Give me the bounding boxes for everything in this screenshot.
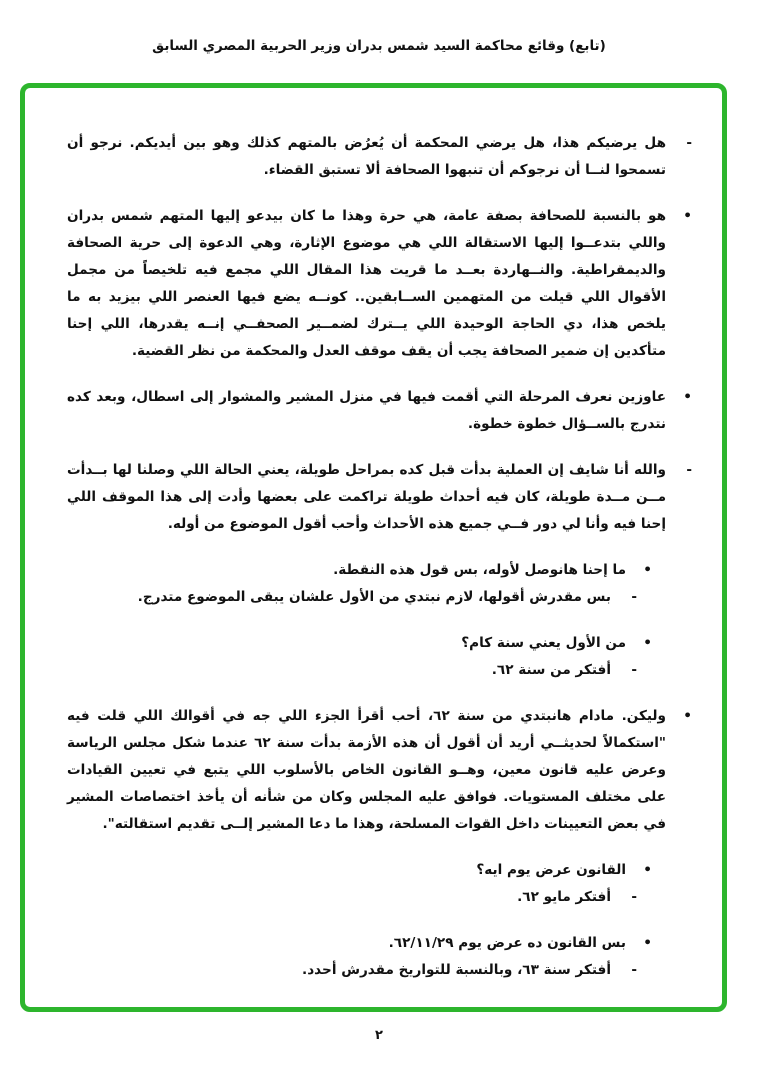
dialogue-item	[67, 584, 637, 611]
dialogue-text: القانون عرض يوم ايه؟	[476, 862, 626, 878]
bullet-marker: •	[643, 562, 652, 578]
dialogue-text: أفتكر سنة ٦٣، وبالنسبة للتواريخ مقدرش أحدد.	[302, 962, 611, 978]
dialogue-item	[67, 457, 692, 538]
dialogue-text: والله أنا شايف إن العملية بدأت قبل كده بمراحل طويلة، يعني الحالة اللي وصلنا لها بــدأت مــن مــدة طويلة، كان فيه أحداث طويلة تراكمت على بعضها وأدت إلى هذا الموقف اللي إحنا فيه وأنا لي دور فــي جميع هذه الأحداث وأحب أقول الموضوع من أوله.	[67, 462, 666, 532]
dialogue-item	[67, 857, 652, 884]
dialogue-item	[67, 203, 692, 365]
dialogue-text: عاوزين نعرف المرحلة التي أقمت فيها في منزل المشير والمشوار إلى اسطال، وبعد كده نتدرج بالســؤال خطوة خطوة.	[67, 389, 666, 432]
dialogue-text: وليكن. مادام هانبتدي من سنة ٦٢، أحب أقرأ الجزء اللي جه في أقوالك اللي قلت فيه "استكمالاً لحديثــي أريد أن أقول أن هذه الأزمة بدأت سنة ٦٢ عندما شكل مجلس الرياسة وعرض عليه قانون معين، وهــو القانون الخاص بالأسلوب اللي يتبع في تعيين القيادات على مختلف المستويات. فوافق عليه المجلس وكان من شأنه أن يأخذ اختصاصات المشير في بعض التعيينات داخل القوات المسلحة، وهذا ما دعا المشير إلــى تقديم استقالته".	[67, 708, 666, 832]
dialogue-text: هو بالنسبة للصحافة بصفة عامة، هي حرة وهذا ما كان بيدعو إليها المتهم شمس بدران واللي بتدعــوا إليها الاستقالة اللي هي موضوع الإثارة، وهي الدعوة إلى حرية الصحافة والديمقراطية. والنــهاردة بعــد ما قريت هذا المقال اللي مجمع فيه تلخيصاً من مجمل الأقوال اللي قيلت من المتهمين الســابقين.. كونــه يضع فيها العنصر اللي بيزيد به ما يلخص هذا، دي الحاجة الوحيدة اللي يــترك لضمــير الصحفــي إنــه يقدرها، اللي إحنا متأكدين إن ضمير الصحافة يجب أن يقف موقف العدل والمحكمة من نظر القضية.	[67, 208, 666, 359]
dash-marker: -	[686, 135, 692, 151]
dialogue-item	[67, 557, 652, 584]
dialogue-text: أفتكر من سنة ٦٢.	[491, 662, 611, 678]
bullet-marker: •	[643, 635, 652, 651]
dialogue-text: بس مقدرش أقولها، لازم نبتدي من الأول علشان يبقى الموضوع متدرج.	[137, 589, 611, 605]
dash-marker: -	[631, 962, 637, 978]
dash-marker: -	[631, 662, 637, 678]
bullet-marker: •	[683, 708, 692, 724]
dash-marker: -	[631, 589, 637, 605]
document-title: (تابع) وقائع محاكمة السيد شمس بدران وزير الحربية المصري السابق	[152, 38, 606, 54]
dialogue-text: بس القانون ده عرض يوم ٦٢/١١/٢٩.	[388, 935, 626, 951]
dialogue-item	[67, 884, 637, 911]
bullet-marker: •	[683, 208, 692, 224]
dialogue-text: أفتكر مايو ٦٢.	[517, 889, 611, 905]
dialogue-transcript	[25, 88, 722, 984]
dialogue-text: ما إحنا هانوصل لأوله، بس قول هذه النقطة.	[333, 562, 626, 578]
bullet-marker: •	[683, 389, 692, 405]
content-border-box	[20, 83, 727, 1012]
dialogue-text: من الأول يعني سنة كام؟	[461, 635, 626, 651]
dialogue-item	[67, 703, 692, 838]
dialogue-item	[67, 957, 637, 984]
dialogue-item	[67, 657, 637, 684]
dialogue-item	[67, 384, 692, 438]
dialogue-item	[67, 630, 652, 657]
bullet-marker: •	[643, 862, 652, 878]
bullet-marker: •	[643, 935, 652, 951]
dialogue-item	[67, 930, 652, 957]
dialogue-text: هل يرضيكم هذا، هل يرضي المحكمة أن يُعرُض بالمتهم كذلك وهو بين أيديكم. نرجو أن تسمحوا لنــا أن نرجوكم أن تنبهوا الصحافة ألا تستبق القضاء.	[67, 135, 666, 178]
dash-marker: -	[686, 462, 692, 478]
dash-marker: -	[631, 889, 637, 905]
dialogue-item	[67, 130, 692, 184]
page-number: ٢	[375, 1028, 383, 1043]
